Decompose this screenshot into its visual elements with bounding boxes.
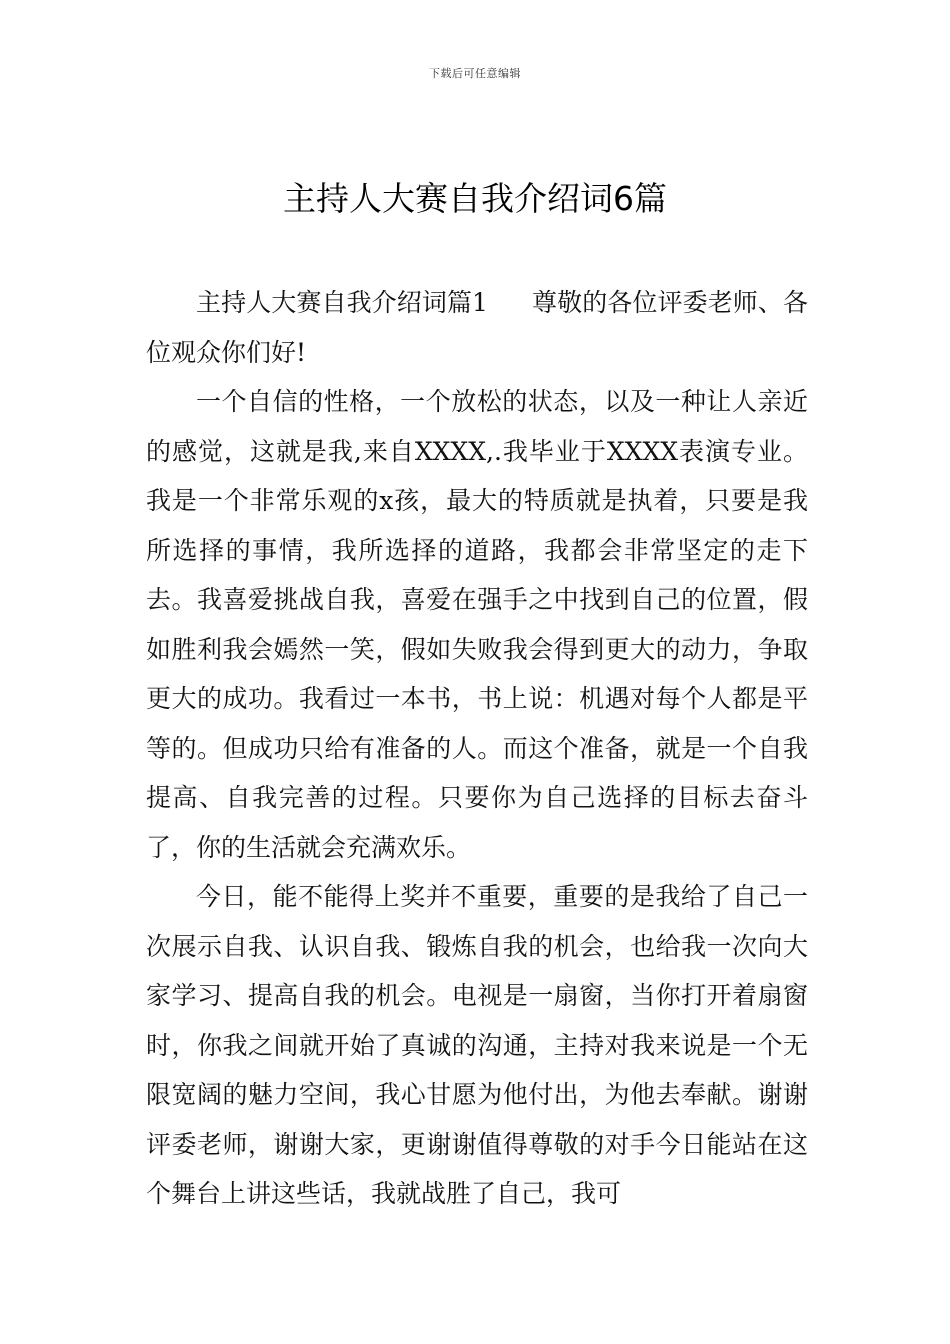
paragraph-1 <box>146 278 808 377</box>
header-note: 下载后可任意编辑 <box>429 67 521 80</box>
paragraph-3: 今日，能不能得上奖并不重要，重要的是我给了自己一次展示自我、认识自我、锻炼自我的机会，也给我一次向大家学习、提高自我的机会。电视是一扇窗，当你打开着扇窗时，你我之间就开始了真诚的沟通，主持对我来说是一个无限宽阔的魅力空间，我心甘愿为他付出，为他去奉献。谢谢评委老师，谢谢大家，更谢谢值得尊敬的对手今日能站在这个舞台上讲这些话，我就战胜了自己，我可 <box>146 882 808 1208</box>
document-body <box>146 278 808 1219</box>
section-heading: 主持人大赛自我介绍词篇1 <box>196 288 488 317</box>
document-title: 主持人大赛自我介绍词6篇 <box>283 179 667 218</box>
greeting-text: 尊敬的各位评委老师、各位观众你们好! <box>146 288 808 367</box>
paragraph-2: 一个自信的性格，一个放松的状态，以及一种让人亲近的感觉，这就是我,来自XXXX,.我毕业于XXXX表演专业。我是一个非常乐观的x孩，最大的特质就是执着，只要是我所选择的事情，我所选择的道路，我都会非常坚定的走下去。我喜爱挑战自我，喜爱在强手之中找到自己的位置，假如胜利我会嫣然一笑，假如失败我会得到更大的动力，争取更大的成功。我看过一本书，书上说：机遇对每个人都是平等的。但成功只给有准备的人。而这个准备，就是一个自我提高、自我完善的过程。只要你为自己选择的目标去奋斗了，你的生活就会充满欢乐。 <box>146 387 808 862</box>
